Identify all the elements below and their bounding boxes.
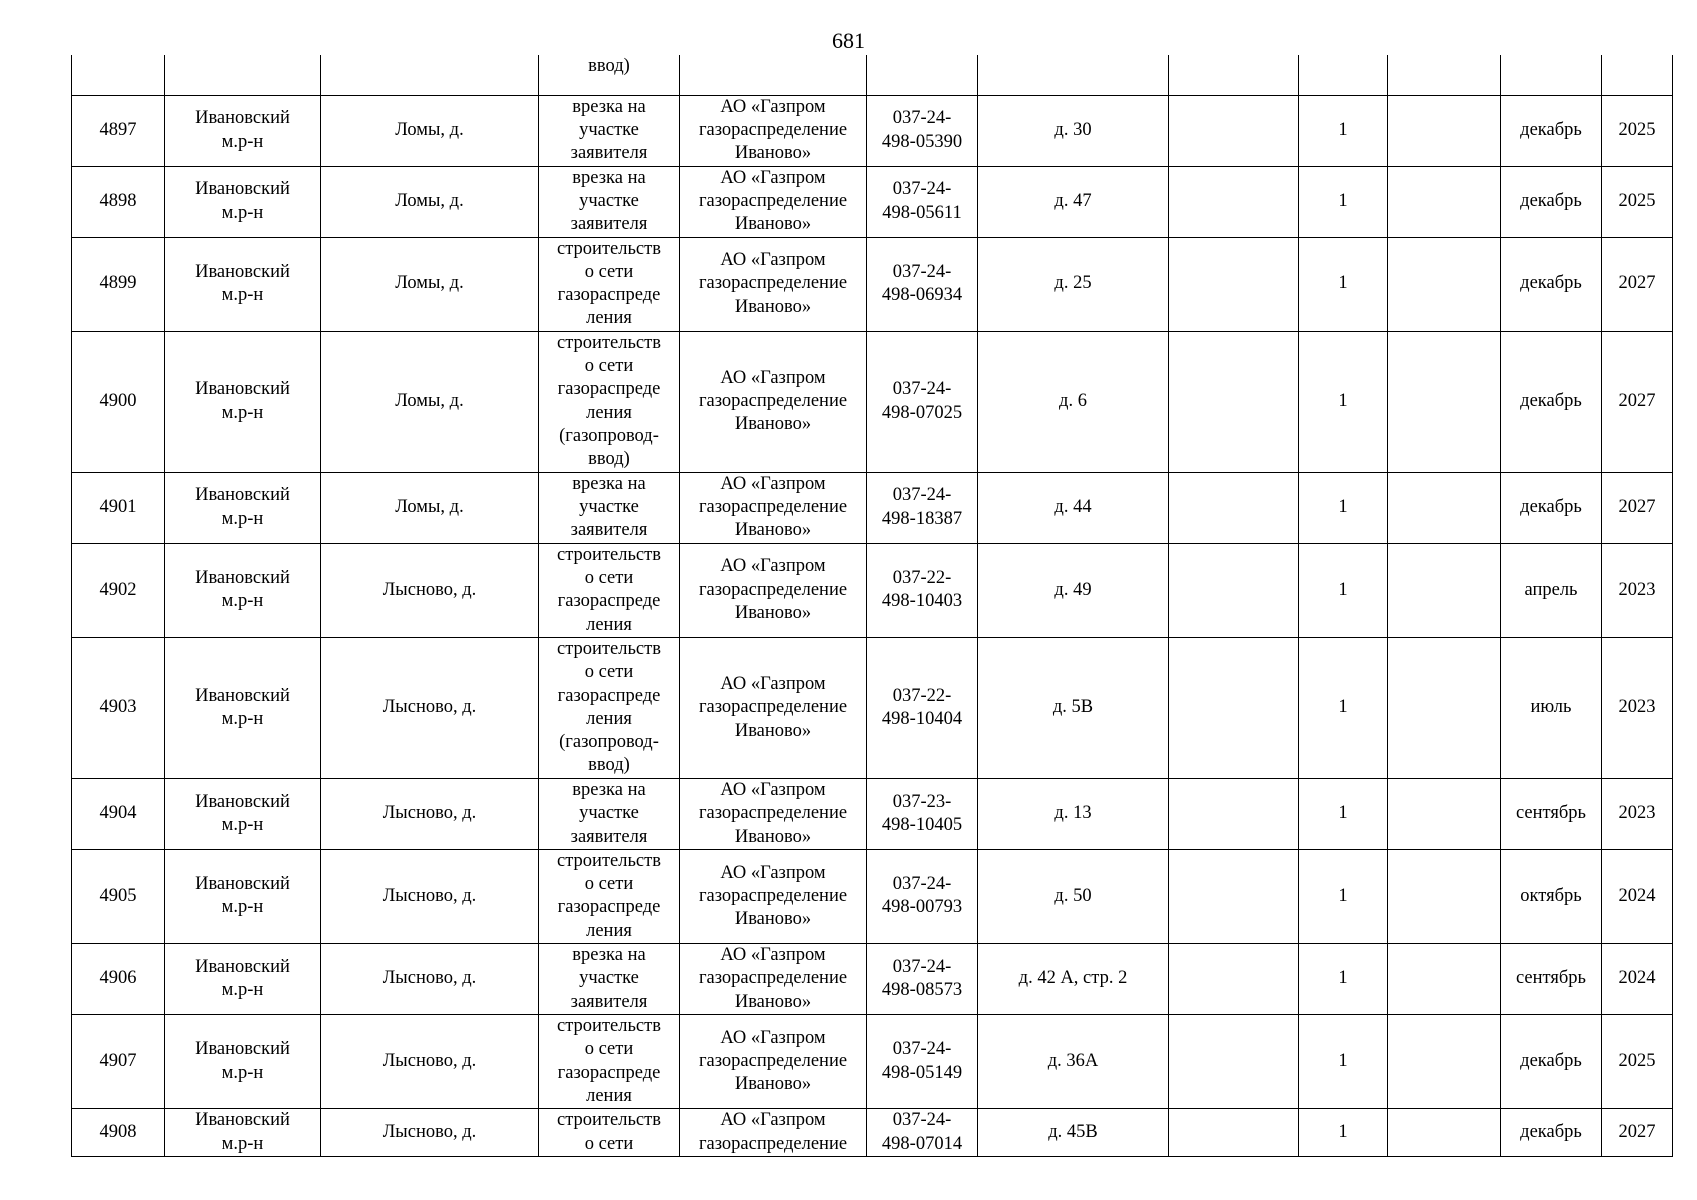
cell-empty (1169, 1109, 1299, 1157)
cell-work-type: врезка на участке заявителя (539, 778, 680, 849)
cell-no: 4897 (72, 95, 165, 166)
cell-month: декабрь (1501, 472, 1602, 543)
cell-locality: Ломы, д. (321, 472, 539, 543)
cell-app-no: 037-22- 498-10404 (867, 637, 978, 778)
cell-locality: Ломы, д. (321, 331, 539, 472)
cell-address: д. 13 (978, 778, 1169, 849)
cell-empty (1388, 1109, 1501, 1157)
cell-count: 1 (1299, 1109, 1388, 1157)
register-table (71, 55, 1673, 1157)
cell-no: 4903 (72, 637, 165, 778)
cell-no: 4898 (72, 166, 165, 237)
table-row (72, 472, 1673, 543)
cell-year: 2024 (1602, 849, 1673, 943)
cell-address: д. 44 (978, 472, 1169, 543)
table-row (72, 166, 1673, 237)
cell-empty (1388, 637, 1501, 778)
cell-month: сентябрь (1501, 944, 1602, 1015)
cell-empty (1388, 849, 1501, 943)
cell-locality (321, 55, 539, 95)
cell-year: 2027 (1602, 1109, 1673, 1157)
cell-empty (1169, 849, 1299, 943)
cell-district: Ивановский м.р-н (165, 472, 321, 543)
cell-no (72, 55, 165, 95)
cell-no: 4902 (72, 543, 165, 637)
cell-empty (1169, 778, 1299, 849)
cell-work-type: строительств о сети газораспреде ления (539, 849, 680, 943)
cell-org: АО «Газпром газораспределение Иваново» (680, 166, 867, 237)
cell-address: д. 49 (978, 543, 1169, 637)
cell-locality: Лысново, д. (321, 1015, 539, 1109)
cell-count: 1 (1299, 331, 1388, 472)
cell-org: АО «Газпром газораспределение Иваново» (680, 543, 867, 637)
cell-district: Ивановский м.р-н (165, 237, 321, 331)
cell-count: 1 (1299, 849, 1388, 943)
cell-year: 2023 (1602, 637, 1673, 778)
cell-address: д. 5В (978, 637, 1169, 778)
cell-app-no: 037-24- 498-18387 (867, 472, 978, 543)
cell-month: декабрь (1501, 237, 1602, 331)
table-row (72, 543, 1673, 637)
cell-no: 4901 (72, 472, 165, 543)
cell-empty (1388, 166, 1501, 237)
cell-month: декабрь (1501, 1015, 1602, 1109)
cell-empty (1169, 331, 1299, 472)
cell-empty (1169, 543, 1299, 637)
cell-address: д. 25 (978, 237, 1169, 331)
cell-org: АО «Газпром газораспределение Иваново» (680, 237, 867, 331)
cell-empty (1169, 237, 1299, 331)
cell-address: д. 45В (978, 1109, 1169, 1157)
cell-app-no (867, 55, 978, 95)
cell-district: Ивановский м.р-н (165, 778, 321, 849)
cell-locality: Лысново, д. (321, 543, 539, 637)
cell-count: 1 (1299, 778, 1388, 849)
cell-app-no: 037-23- 498-10405 (867, 778, 978, 849)
cell-year: 2023 (1602, 543, 1673, 637)
cell-month: апрель (1501, 543, 1602, 637)
cell-address: д. 47 (978, 166, 1169, 237)
cell-work-type: ввод) (539, 55, 680, 95)
cell-org: АО «Газпром газораспределение (680, 1109, 867, 1157)
cell-empty (1388, 95, 1501, 166)
cell-month (1501, 55, 1602, 95)
cell-empty (1388, 543, 1501, 637)
cell-work-type: врезка на участке заявителя (539, 95, 680, 166)
cell-app-no: 037-22- 498-10403 (867, 543, 978, 637)
cell-no: 4900 (72, 331, 165, 472)
cell-empty (1169, 95, 1299, 166)
cell-org: АО «Газпром газораспределение Иваново» (680, 849, 867, 943)
cell-locality: Ломы, д. (321, 237, 539, 331)
cell-no: 4905 (72, 849, 165, 943)
cell-empty (1169, 1015, 1299, 1109)
cell-work-type: строительств о сети газораспреде ления (539, 543, 680, 637)
cell-year: 2027 (1602, 331, 1673, 472)
cell-work-type: строительств о сети газораспреде ления (539, 237, 680, 331)
cell-district: Ивановский м.р-н (165, 637, 321, 778)
cell-work-type: строительств о сети газораспреде ления (газопровод- ввод) (539, 331, 680, 472)
cell-no: 4904 (72, 778, 165, 849)
cell-year: 2024 (1602, 944, 1673, 1015)
cell-work-type: врезка на участке заявителя (539, 944, 680, 1015)
cell-locality: Лысново, д. (321, 637, 539, 778)
cell-app-no: 037-24- 498-05390 (867, 95, 978, 166)
cell-count: 1 (1299, 543, 1388, 637)
cell-district: Ивановский м.р-н (165, 849, 321, 943)
cell-count: 1 (1299, 637, 1388, 778)
cell-work-type: врезка на участке заявителя (539, 472, 680, 543)
cell-district (165, 55, 321, 95)
cell-org: АО «Газпром газораспределение Иваново» (680, 637, 867, 778)
cell-address: д. 30 (978, 95, 1169, 166)
cell-work-type: врезка на участке заявителя (539, 166, 680, 237)
cell-address: д. 50 (978, 849, 1169, 943)
cell-app-no: 037-24- 498-07025 (867, 331, 978, 472)
cell-empty (1169, 944, 1299, 1015)
cell-count: 1 (1299, 237, 1388, 331)
cell-locality: Лысново, д. (321, 944, 539, 1015)
cell-no: 4908 (72, 1109, 165, 1157)
cell-locality: Ломы, д. (321, 95, 539, 166)
cell-district: Ивановский м.р-н (165, 1015, 321, 1109)
cell-address (978, 55, 1169, 95)
cell-locality: Лысново, д. (321, 1109, 539, 1157)
cell-app-no: 037-24- 498-05611 (867, 166, 978, 237)
cell-org: АО «Газпром газораспределение Иваново» (680, 331, 867, 472)
cell-year: 2023 (1602, 778, 1673, 849)
cell-district: Ивановский м.р-н (165, 166, 321, 237)
cell-org: АО «Газпром газораспределение Иваново» (680, 95, 867, 166)
cell-org: АО «Газпром газораспределение Иваново» (680, 778, 867, 849)
cell-count: 1 (1299, 166, 1388, 237)
cell-count: 1 (1299, 944, 1388, 1015)
cell-year: 2025 (1602, 95, 1673, 166)
table-row (72, 944, 1673, 1015)
cell-empty (1388, 331, 1501, 472)
cell-month: октябрь (1501, 849, 1602, 943)
cell-empty (1169, 472, 1299, 543)
cell-empty (1388, 472, 1501, 543)
table-row (72, 1109, 1673, 1157)
cell-work-type: строительств о сети газораспреде ления (газопровод- ввод) (539, 637, 680, 778)
cell-address: д. 36А (978, 1015, 1169, 1109)
cell-month: декабрь (1501, 95, 1602, 166)
cell-app-no: 037-24- 498-06934 (867, 237, 978, 331)
cell-org: АО «Газпром газораспределение Иваново» (680, 944, 867, 1015)
cell-count: 1 (1299, 472, 1388, 543)
cell-empty (1388, 237, 1501, 331)
cell-empty (1388, 1015, 1501, 1109)
cell-empty (1169, 637, 1299, 778)
cell-locality: Лысново, д. (321, 849, 539, 943)
cell-app-no: 037-24- 498-08573 (867, 944, 978, 1015)
cell-app-no: 037-24- 498-07014 (867, 1109, 978, 1157)
cell-year: 2025 (1602, 166, 1673, 237)
table-row (72, 1015, 1673, 1109)
table-row (72, 637, 1673, 778)
table-row-continuation (72, 55, 1673, 95)
cell-district: Ивановский м.р-н (165, 944, 321, 1015)
cell-empty (1388, 55, 1501, 95)
cell-district: Ивановский м.р-н (165, 331, 321, 472)
cell-month: июль (1501, 637, 1602, 778)
table-row (72, 237, 1673, 331)
cell-district: Ивановский м.р-н (165, 1109, 321, 1157)
page-number: 681 (832, 28, 865, 53)
cell-work-type: строительств о сети (539, 1109, 680, 1157)
cell-district: Ивановский м.р-н (165, 543, 321, 637)
cell-no: 4899 (72, 237, 165, 331)
cell-locality: Лысново, д. (321, 778, 539, 849)
cell-org: АО «Газпром газораспределение Иваново» (680, 472, 867, 543)
table-row (72, 849, 1673, 943)
cell-year: 2027 (1602, 472, 1673, 543)
cell-count (1299, 55, 1388, 95)
cell-org: АО «Газпром газораспределение Иваново» (680, 1015, 867, 1109)
cell-month: декабрь (1501, 1109, 1602, 1157)
cell-count: 1 (1299, 95, 1388, 166)
cell-year: 2027 (1602, 237, 1673, 331)
cell-month: декабрь (1501, 166, 1602, 237)
cell-address: д. 42 А, стр. 2 (978, 944, 1169, 1015)
cell-app-no: 037-24- 498-05149 (867, 1015, 978, 1109)
cell-app-no: 037-24- 498-00793 (867, 849, 978, 943)
cell-no: 4906 (72, 944, 165, 1015)
table-row (72, 95, 1673, 166)
cell-district: Ивановский м.р-н (165, 95, 321, 166)
cell-work-type: строительств о сети газораспреде ления (539, 1015, 680, 1109)
cell-locality: Ломы, д. (321, 166, 539, 237)
cell-year (1602, 55, 1673, 95)
cell-address: д. 6 (978, 331, 1169, 472)
cell-no: 4907 (72, 1015, 165, 1109)
cell-month: декабрь (1501, 331, 1602, 472)
table-row (72, 778, 1673, 849)
cell-org (680, 55, 867, 95)
cell-count: 1 (1299, 1015, 1388, 1109)
cell-month: сентябрь (1501, 778, 1602, 849)
cell-empty (1169, 166, 1299, 237)
cell-empty (1388, 944, 1501, 1015)
cell-empty (1169, 55, 1299, 95)
table-row (72, 331, 1673, 472)
cell-year: 2025 (1602, 1015, 1673, 1109)
cell-empty (1388, 778, 1501, 849)
